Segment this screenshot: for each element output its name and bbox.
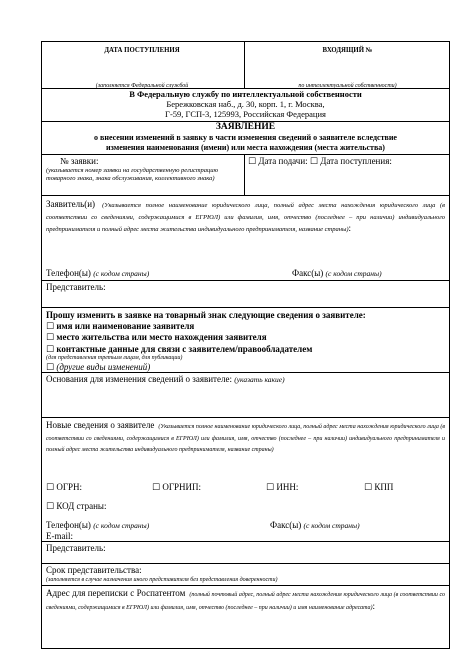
addressee-line-1: В Федеральную службу по интеллектуальной собственности xyxy=(129,89,362,99)
new-fax-label: Факс(ы) xyxy=(270,520,302,530)
change-request-heading: Прошу изменить в заявке на товарный знак следующие сведения о заявителе: xyxy=(46,310,366,320)
addressee-block xyxy=(42,89,449,119)
applicant-fax-field[interactable] xyxy=(292,268,382,280)
filing-date-label: Дата подачи: xyxy=(258,156,308,166)
new-info-note: (Указывается полное наименование юридического лица, полный адрес места нахождения юридического лица (в соответствии со сведениями, содержащимися в ЕГРЮЛ) или фамилия, имя, отчество (последнее – при наличии) индивидуального предпринимателя и полный адрес места жительства индивидуального предпринимателя, название страны) xyxy=(46,424,445,453)
ogrnip-field[interactable]: ☐ ОГРНИП: xyxy=(152,482,202,493)
option-name-checkbox[interactable]: ☐ xyxy=(46,321,55,332)
received-date-note: (заполняется Федеральной службой xyxy=(95,83,189,89)
correspondence-label: Адрес для переписки с Роспатентом xyxy=(46,588,186,598)
option-other[interactable]: ☐ (другие виды изменений) xyxy=(46,362,151,373)
new-phone-field[interactable] xyxy=(46,520,149,532)
dates-row xyxy=(248,156,392,168)
applicant-label: Заявитель(и) xyxy=(46,199,96,209)
applicant-fax-label: Факс(ы) xyxy=(292,268,324,278)
statement-block xyxy=(42,122,449,152)
kpp-checkbox[interactable]: ☐ xyxy=(364,483,373,493)
option-contacts-checkbox[interactable]: ☐ xyxy=(46,344,55,355)
ogrnip-checkbox[interactable]: ☐ xyxy=(152,483,161,493)
kpp-field[interactable]: ☐ КПП xyxy=(364,482,394,493)
term-note: (заполняется в случае назначения иного представителя без представления доверенности) xyxy=(46,577,278,583)
addressee-line-3: Г-59, ГСП-3, 125993, Российская Федерация xyxy=(165,109,326,119)
change-request-block xyxy=(46,310,445,374)
option-contacts[interactable]: ☐ контактные данные для связи с заявителем/правообладателем xyxy=(46,343,313,355)
representative-2-label[interactable]: Представитель: xyxy=(46,543,106,553)
grounds-label: Основания для изменения сведений о заявителе: xyxy=(46,374,232,384)
applicant-phone-label: Телефон(ы) xyxy=(46,268,91,278)
inn-field[interactable]: ☐ ИНН: xyxy=(266,482,299,493)
receipt-date-checkbox[interactable]: ☐ xyxy=(309,157,318,167)
new-phone-note: (с кодом страны) xyxy=(93,521,150,530)
incoming-number-label: ВХОДЯЩИЙ № xyxy=(322,47,373,54)
term-label[interactable]: Срок представительства: xyxy=(46,565,142,575)
statement-subtitle-1: о внесении изменений в заявку в части изменения сведений о заявителе вследствие xyxy=(94,133,397,142)
applicant-phone-field[interactable] xyxy=(46,268,149,280)
applicant-note: (Указывается полное наименование юридического лица, полный адрес места нахождения юридического лица (в соответствии со сведениями, содержащимися в ЕГРЮЛ) или фамилия, имя, отчество (последнее – при наличии) индивидуального предпринимателя и полный адрес места жительства индивидуального предпринимателя, название страны) xyxy=(46,202,445,233)
inn-checkbox[interactable]: ☐ xyxy=(266,483,275,493)
application-number-label: № заявки: xyxy=(60,156,99,166)
email-field[interactable]: E-mail: xyxy=(46,531,73,541)
statement-title: ЗАЯВЛЕНИЕ xyxy=(215,122,276,132)
receipt-date-label: Дата поступления: xyxy=(320,156,392,166)
option-address[interactable]: ☐ место жительства или место нахождения заявителя xyxy=(46,332,267,343)
filing-date-checkbox[interactable]: ☐ xyxy=(248,157,257,167)
grounds-note: (указать какие) xyxy=(234,375,285,384)
new-info-label: Новые сведения о заявителе xyxy=(46,420,155,430)
country-code-checkbox[interactable]: ☐ xyxy=(46,502,55,512)
incoming-number-note: по интеллектуальной собственности) xyxy=(298,83,397,89)
ogrn-field[interactable]: ☐ ОГРН: xyxy=(46,482,83,493)
representative-label[interactable]: Представитель: xyxy=(46,282,106,292)
application-number-note: (указывается номер заявки на государственную регистрацию товарного знака, знака обслуживания, коллективного знака) xyxy=(46,167,219,182)
option-name[interactable]: ☐ имя или наименование заявителя xyxy=(46,320,195,332)
grounds-field[interactable] xyxy=(46,374,285,386)
statement-subtitle-2: изменения наименования (имени) или места нахождения (места жительства) xyxy=(106,142,385,152)
ogrn-checkbox[interactable]: ☐ xyxy=(46,483,55,493)
applicant-fax-note: (с кодом страны) xyxy=(325,269,382,278)
new-info-block[interactable] xyxy=(46,420,445,455)
new-fax-note: (с кодом страны) xyxy=(303,521,360,530)
new-phone-label: Телефон(ы) xyxy=(46,520,91,530)
third-party-note: (для представления третьим лицам, для публикации) xyxy=(46,355,183,361)
received-date-label: ДАТА ПОСТУПЛЕНИЯ xyxy=(104,47,180,54)
correspondence-block[interactable]: Адрес для переписки с Роспатентом (полный почтовый адрес, полный адрес места нахождения юридического лица (в соответствии со сведениями, содержащимися в ЕГРЮЛ) или фамилия, имя, отчество (последнее – при наличии) и имя наименование адресата): xyxy=(46,588,446,611)
applicant-phone-note: (с кодом страны) xyxy=(93,269,150,278)
option-other-checkbox[interactable]: ☐ xyxy=(46,363,55,373)
new-fax-field[interactable] xyxy=(270,520,360,532)
addressee-line-2: Бережковская наб., д. 30, корп. 1, г. Москва, xyxy=(166,99,325,109)
country-code-field[interactable]: ☐ КОД страны: xyxy=(46,501,107,512)
option-address-checkbox[interactable]: ☐ xyxy=(46,333,55,343)
application-form xyxy=(41,41,450,649)
correspondence-note: (полный почтовый адрес, полный адрес места нахождения юридического лица (в соответствии со сведениями, содержащимися в ЕГРЮЛ) или фамилия, имя, отчество (последнее – при наличии) и имя наименование адресата) xyxy=(46,592,446,611)
applicant-block[interactable]: Заявитель(и) (Указывается полное наименование юридического лица, полный адрес места нахождения юридического лица (в соответствии со сведениями, содержащимися в ЕГРЮЛ) или фамилия, имя, отчество (последнее – при наличии) индивидуального предпринимателя и полный адрес места жительства индивидуального предпринимателя, название страны): xyxy=(46,199,445,233)
